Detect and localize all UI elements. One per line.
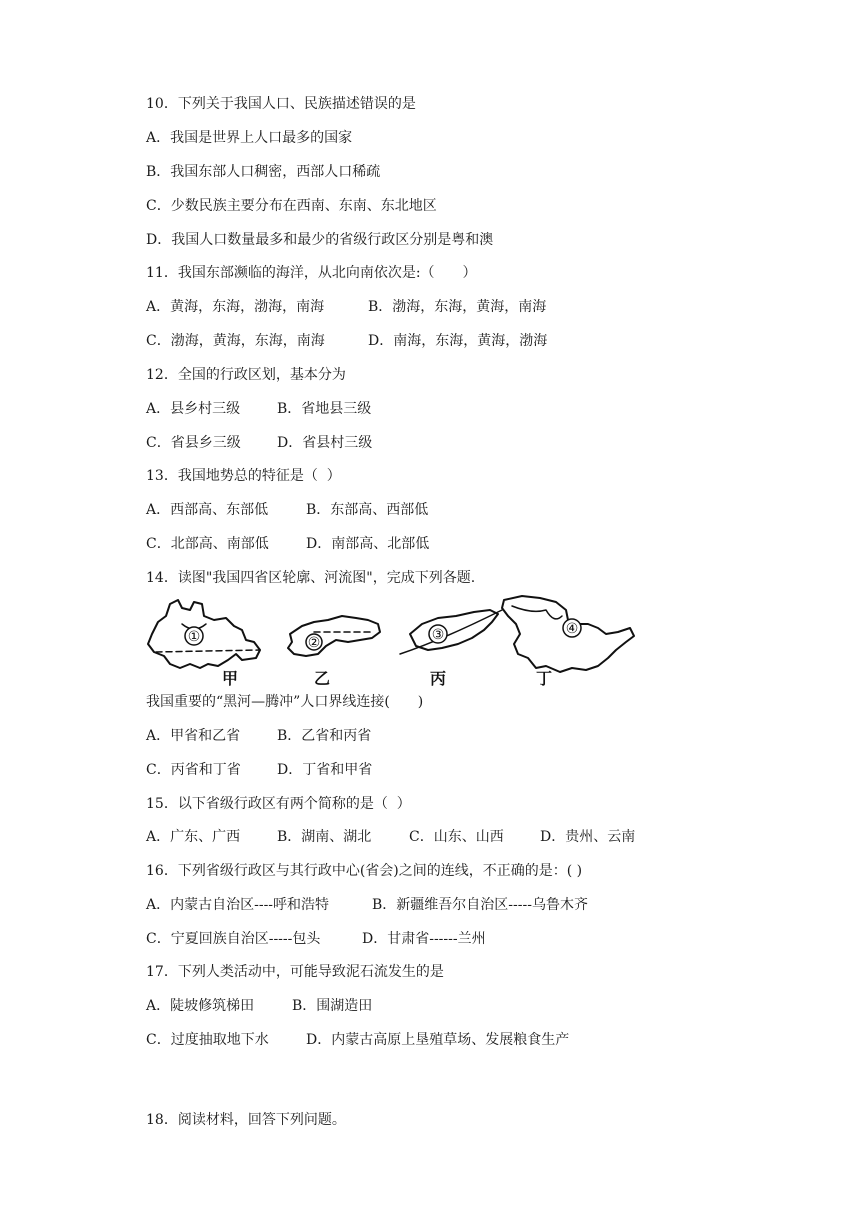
province-jia-outline [148, 600, 260, 668]
q15-option-b[interactable]: B．湖南、湖北 [277, 829, 372, 845]
q16-stem: 16．下列省级行政区与其行政中心(省会)之间的连线，不正确的是：( ) [146, 863, 583, 879]
q12-option-d[interactable]: D．省县村三级 [277, 435, 373, 451]
q11-option-a[interactable]: A．黄海，东海，渤海，南海 [146, 299, 325, 315]
q12-stem: 12．全国的行政区划，基本分为 [146, 367, 346, 383]
q13-option-d[interactable]: D．南部高、北部低 [306, 536, 430, 552]
q14-stem: 14．读图"我国四省区轮廓、河流图"，完成下列各题. [146, 570, 476, 586]
q10-option-b[interactable]: B．我国东部人口稠密，西部人口稀疏 [146, 164, 381, 180]
q18-stem: 18．阅读材料，回答下列问题。 [146, 1112, 346, 1128]
q17-option-a[interactable]: A．陡坡修筑梯田 [146, 998, 255, 1014]
q14-sub-question: 我国重要的“黑河—腾冲”人口界线连接( ) [146, 694, 424, 710]
q17-option-d[interactable]: D．内蒙古高原上垦殖草场、发展粮食生产 [306, 1032, 570, 1048]
province-bing-outline [410, 610, 498, 650]
province-ding-river [512, 606, 562, 619]
map-label-yi: 乙 [313, 669, 331, 686]
q17-option-b[interactable]: B．围湖造田 [292, 998, 373, 1014]
q10-stem: 10．下列关于我国人口、民族描述错误的是 [146, 96, 416, 112]
q10-option-d[interactable]: D．我国人口数量最多和最少的省级行政区分别是粤和澳 [146, 232, 494, 248]
q15-stem: 15．以下省级行政区有两个简称的是（ ） [146, 796, 411, 812]
q11-option-b[interactable]: B．渤海，东海，黄海，南海 [368, 299, 547, 315]
marker-3-number: ③ [431, 627, 445, 643]
map-label-jia: 甲 [221, 669, 239, 686]
q14-option-d[interactable]: D．丁省和甲省 [277, 762, 373, 778]
province-outline-map-figure [142, 594, 642, 686]
q14-option-c[interactable]: C．丙省和丁省 [146, 762, 241, 778]
marker-4-number: ④ [565, 621, 579, 637]
q14-option-a[interactable]: A．甲省和乙省 [146, 728, 241, 744]
q13-option-a[interactable]: A．西部高、东部低 [146, 502, 269, 518]
q16-option-d[interactable]: D．甘肃省------兰州 [362, 931, 486, 947]
q11-option-c[interactable]: C．渤海，黄海，东海，南海 [146, 333, 325, 349]
q17-option-c[interactable]: C．过度抽取地下水 [146, 1032, 269, 1048]
q10-option-a[interactable]: A．我国是世界上人口最多的国家 [146, 130, 353, 146]
q16-option-b[interactable]: B．新疆维吾尔自治区-----乌鲁木齐 [372, 897, 588, 913]
province-yi-outline [288, 616, 380, 656]
q11-stem: 11．我国东部濒临的海洋，从北向南依次是:（ ） [146, 265, 477, 281]
q11-option-d[interactable]: D．南海，东海，黄海，渤海 [368, 333, 548, 349]
q15-option-d[interactable]: D．贵州、云南 [540, 829, 636, 845]
marker-1-number: ① [187, 629, 201, 645]
q15-option-c[interactable]: C．山东、山西 [409, 829, 504, 845]
q13-option-c[interactable]: C．北部高、南部低 [146, 536, 269, 552]
q17-stem: 17．下列人类活动中，可能导致泥石流发生的是 [146, 964, 444, 980]
q15-option-a[interactable]: A．广东、广西 [146, 829, 241, 845]
q12-option-b[interactable]: B．省地县三级 [277, 401, 372, 417]
map-label-ding: 丁 [535, 669, 553, 686]
map-label-bing: 丙 [429, 669, 447, 686]
province-jia-dashed-line [156, 650, 260, 652]
q16-option-a[interactable]: A．内蒙古自治区----呼和浩特 [146, 897, 330, 913]
marker-2-number: ② [307, 635, 321, 651]
q13-stem: 13．我国地势总的特征是（ ） [146, 468, 341, 484]
q16-option-c[interactable]: C．宁夏回族自治区-----包头 [146, 931, 321, 947]
q12-option-a[interactable]: A．县乡村三级 [146, 401, 241, 417]
q10-option-c[interactable]: C．少数民族主要分布在西南、东南、东北地区 [146, 198, 437, 214]
q12-option-c[interactable]: C．省县乡三级 [146, 435, 241, 451]
q13-option-b[interactable]: B．东部高、西部低 [306, 502, 429, 518]
q14-option-b[interactable]: B．乙省和丙省 [277, 728, 372, 744]
